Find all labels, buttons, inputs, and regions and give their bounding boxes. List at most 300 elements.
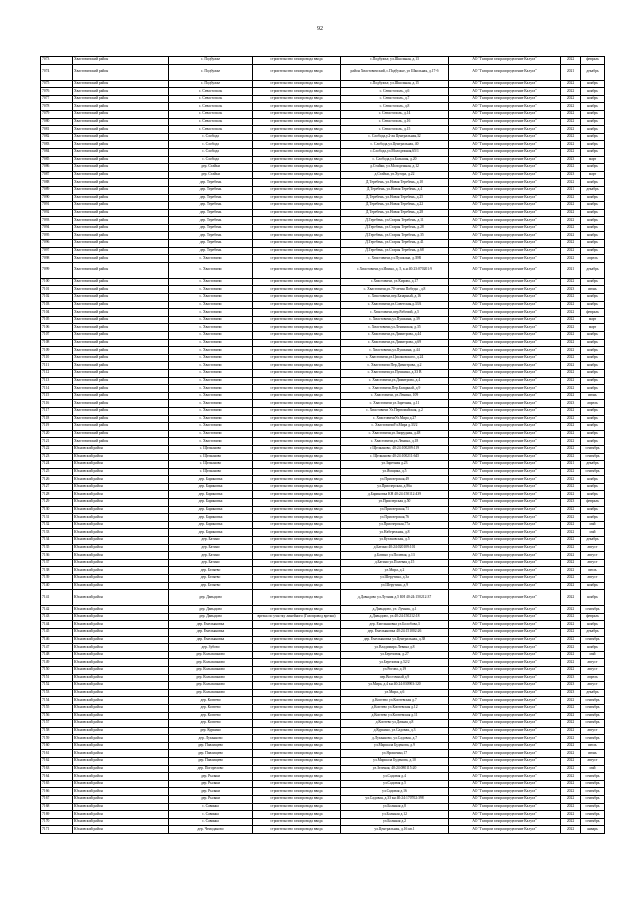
work-type-cell: строительство газопровода ввода: [253, 521, 341, 529]
year-cell: 2022: [561, 301, 581, 309]
month-cell: август: [581, 727, 605, 735]
locality-cell: дер. Павлищево: [169, 758, 253, 766]
year-cell: 2022: [561, 514, 581, 522]
row-number: 7112: [41, 369, 73, 377]
district-cell: Юхновский район: [73, 818, 169, 826]
district-cell: Хвастовичский район: [73, 88, 169, 96]
locality-cell: с. Хвастовичи: [169, 430, 253, 438]
row-number: 7153: [41, 689, 73, 697]
table-row: [41, 171, 605, 179]
district-cell: Хвастовичский район: [73, 95, 169, 103]
table-row: [41, 286, 605, 294]
organization-cell: АО "Газпром газораспределение Калуга": [449, 64, 561, 80]
locality-cell: с. Севастополь: [169, 88, 253, 96]
locality-cell: дер. Бариновка: [169, 514, 253, 522]
district-cell: Юхновский район: [73, 453, 169, 461]
locality-cell: дер. Теребень: [169, 232, 253, 240]
year-cell: 2022: [561, 552, 581, 560]
organization-cell: АО "Газпром газораспределение Калуга": [449, 483, 561, 491]
table-row: [41, 217, 605, 225]
locality-cell: дер. Бариновка: [169, 476, 253, 484]
year-cell: 2022: [561, 209, 581, 217]
year-cell: 2021: [561, 461, 581, 469]
table-row: [41, 720, 605, 728]
organization-cell: АО "Газпром газораспределение Калуга": [449, 491, 561, 499]
address-cell: с Щелканово, 40:24:100209:119: [341, 445, 449, 453]
month-cell: ноябрь: [581, 294, 605, 302]
table-row: [41, 644, 605, 652]
month-cell: сентябрь: [581, 636, 605, 644]
address-cell: район Хвастовичский, с.Подбужье, ул Школьная, д.17-б: [341, 64, 449, 80]
row-number: 7152: [41, 682, 73, 690]
work-type-cell: строительство газопровода ввода: [253, 247, 341, 255]
locality-cell: дер. Лукьяново: [169, 735, 253, 743]
organization-cell: АО "Газпром газораспределение Калуга": [449, 126, 561, 134]
month-cell: декабрь: [581, 628, 605, 636]
work-type-cell: строительство газопровода ввода: [253, 369, 341, 377]
month-cell: ноябрь: [581, 369, 605, 377]
locality-cell: с. Хвастовичи: [169, 301, 253, 309]
row-number: 7162: [41, 758, 73, 766]
address-cell: дер. Емельяновка ул.Болобова,3: [341, 621, 449, 629]
address-cell: с. ХвастовичиУл.Мира д.27: [341, 415, 449, 423]
work-type-cell: строительство газопровода ввода: [253, 514, 341, 522]
row-number: 7077: [41, 95, 73, 103]
district-cell: Хвастовичский район: [73, 354, 169, 362]
month-cell: сентябрь: [581, 445, 605, 453]
month-cell: ноябрь: [581, 217, 605, 225]
work-type-cell: строительство газопровода ввода: [253, 171, 341, 179]
year-cell: 2022: [561, 385, 581, 393]
locality-cell: с. Севастополь: [169, 118, 253, 126]
row-number: 7145: [41, 628, 73, 636]
work-type-cell: строительство газопровода ввода: [253, 141, 341, 149]
year-cell: 2022: [561, 278, 581, 286]
organization-cell: АО "Газпром газораспределение Калуга": [449, 537, 561, 545]
table-row: [41, 301, 605, 309]
work-type-cell: строительство газопровода ввода: [253, 559, 341, 567]
address-cell: Д.Теребень, ул.Старая Теребень, д.28: [341, 224, 449, 232]
address-cell: с. Севастополь, д.15: [341, 126, 449, 134]
row-number: 7166: [41, 788, 73, 796]
organization-cell: АО "Газпром газораспределение Калуга": [449, 742, 561, 750]
row-number: 7136: [41, 552, 73, 560]
work-type-cell: строительство газопровода ввода: [253, 224, 341, 232]
work-type-cell: строительство газопровода ввода: [253, 606, 341, 614]
row-number: 7110: [41, 354, 73, 362]
month-cell: ноябрь: [581, 506, 605, 514]
district-cell: Юхновский район: [73, 468, 169, 476]
year-cell: 2022: [561, 126, 581, 134]
table-row: [41, 651, 605, 659]
locality-cell: дер. Стайки: [169, 164, 253, 172]
work-type-cell: строительство газопровода ввода: [253, 818, 341, 826]
row-number: 7092: [41, 209, 73, 217]
row-number: 7093: [41, 217, 73, 225]
organization-cell: АО "Газпром газораспределение Калуга": [449, 826, 561, 834]
locality-cell: дер. Бариновка: [169, 506, 253, 514]
table-row: [41, 110, 605, 118]
month-cell: февраль: [581, 613, 605, 621]
address-cell: с. Хвастовичи,ул.Советская,д.33А: [341, 301, 449, 309]
row-number: 7147: [41, 644, 73, 652]
table-row: [41, 103, 605, 111]
year-cell: 2022: [561, 316, 581, 324]
table-row: [41, 506, 605, 514]
work-type-cell: строительство газопровода ввода: [253, 194, 341, 202]
locality-cell: дер. Теребень: [169, 194, 253, 202]
district-cell: Хвастовичский район: [73, 362, 169, 370]
locality-cell: дер. Зубово: [169, 644, 253, 652]
organization-cell: АО "Газпром газораспределение Калуга": [449, 582, 561, 590]
year-cell: 2022: [561, 430, 581, 438]
locality-cell: с. Хвастовичи: [169, 392, 253, 400]
table-row: [41, 803, 605, 811]
work-type-cell: строительство газопровода ввода: [253, 118, 341, 126]
month-cell: май: [581, 521, 605, 529]
row-number: 7082: [41, 133, 73, 141]
year-cell: 2022: [561, 590, 581, 606]
table-row: [41, 666, 605, 674]
locality-cell: дер. Батино: [169, 544, 253, 552]
work-type-cell: строительство газопровода ввода: [253, 202, 341, 210]
district-cell: Хвастовичский район: [73, 423, 169, 431]
month-cell: ноябрь: [581, 415, 605, 423]
row-number: 7099: [41, 262, 73, 278]
district-cell: Хвастовичский район: [73, 407, 169, 415]
address-cell: Д.Теребень, ул.Новая Теребень, д.10: [341, 179, 449, 187]
month-cell: сентябрь: [581, 606, 605, 614]
locality-cell: с. Хвастовичи: [169, 385, 253, 393]
work-type-cell: строительство газопровода ввода: [253, 453, 341, 461]
locality-cell: с. Хвастовичи: [169, 262, 253, 278]
organization-cell: АО "Газпром газораспределение Калуга": [449, 750, 561, 758]
table-row: [41, 567, 605, 575]
year-cell: 2022: [561, 57, 581, 65]
table-row: [41, 202, 605, 210]
row-number: 7141: [41, 590, 73, 606]
address-cell: д.Коптево ул.Дачная д.8: [341, 720, 449, 728]
row-number: 7098: [41, 255, 73, 263]
district-cell: Хвастовичский район: [73, 247, 169, 255]
table-row: [41, 95, 605, 103]
organization-cell: АО "Газпром газораспределение Калуга": [449, 301, 561, 309]
address-cell: д.Куркино, ул.Садовая, д.3: [341, 727, 449, 735]
month-cell: ноябрь: [581, 339, 605, 347]
year-cell: 2022: [561, 750, 581, 758]
address-cell: д.Бариновка КН 40:24:150112:439: [341, 491, 449, 499]
month-cell: май: [581, 651, 605, 659]
work-type-cell: строительство газопровода ввода: [253, 689, 341, 697]
district-cell: Хвастовичский район: [73, 186, 169, 194]
locality-cell: с. Хвастовичи: [169, 347, 253, 355]
month-cell: сентябрь: [581, 818, 605, 826]
address-cell: дер. Емельяновка ул.Центральная, д.38: [341, 636, 449, 644]
district-cell: Хвастовичский район: [73, 171, 169, 179]
locality-cell: дер. Батино: [169, 552, 253, 560]
table-row: [41, 415, 605, 423]
year-cell: 2022: [561, 369, 581, 377]
locality-cell: дер. Теребень: [169, 186, 253, 194]
work-type-cell: строительство газопровода ввода: [253, 590, 341, 606]
table-row: [41, 621, 605, 629]
work-type-cell: строительство газопровода ввода: [253, 95, 341, 103]
district-cell: Хвастовичский район: [73, 232, 169, 240]
address-cell: с. Слобода,ул.Центральная, 40: [341, 141, 449, 149]
work-type-cell: строительство газопровода ввода: [253, 332, 341, 340]
locality-cell: с. Хвастовичи: [169, 316, 253, 324]
table-row: [41, 491, 605, 499]
month-cell: июнь: [581, 286, 605, 294]
table-row: [41, 544, 605, 552]
year-cell: 2022: [561, 506, 581, 514]
table-row: [41, 674, 605, 682]
row-number: 7104: [41, 309, 73, 317]
month-cell: ноябрь: [581, 194, 605, 202]
month-cell: сентябрь: [581, 453, 605, 461]
work-type-cell: строительство газопровода ввода: [253, 392, 341, 400]
locality-cell: дер. Емельяновка: [169, 628, 253, 636]
address-cell: д.Коптево ул.Коптевская д.12: [341, 704, 449, 712]
month-cell: август: [581, 575, 605, 583]
organization-cell: АО "Газпром газораспределение Калуга": [449, 720, 561, 728]
month-cell: ноябрь: [581, 133, 605, 141]
address-cell: с. Слобода,у.2-ая Центральная,32: [341, 133, 449, 141]
month-cell: ноябрь: [581, 103, 605, 111]
address-cell: ул.Владимира Левина д.8: [341, 644, 449, 652]
address-cell: д.Батино ул.Полевая д.15: [341, 559, 449, 567]
month-cell: сентябрь: [581, 796, 605, 804]
district-cell: Хвастовичский район: [73, 209, 169, 217]
organization-cell: АО "Газпром газораспределение Калуга": [449, 818, 561, 826]
address-cell: ул.Шерутина, д.3а: [341, 575, 449, 583]
table-body: [41, 57, 605, 834]
work-type-cell: строительство газопровода ввода: [253, 110, 341, 118]
address-cell: с. Хвастовичи,ул.Ленинская, д.35: [341, 324, 449, 332]
district-cell: Юхновский район: [73, 697, 169, 705]
locality-cell: дер. Куркино: [169, 727, 253, 735]
year-cell: 2021: [561, 186, 581, 194]
address-cell: ул.Заречная д.23: [341, 461, 449, 469]
district-cell: Юхновский район: [73, 750, 169, 758]
work-type-cell: строительство газопровода ввода: [253, 278, 341, 286]
address-cell: д.Батино 40:24:020109:101: [341, 544, 449, 552]
locality-cell: с. Хвастовичи: [169, 415, 253, 423]
year-cell: 2022: [561, 438, 581, 446]
month-cell: август: [581, 659, 605, 667]
organization-cell: АО "Газпром газораспределение Калуга": [449, 780, 561, 788]
locality-cell: дер. Павлищево: [169, 750, 253, 758]
organization-cell: АО "Газпром газораспределение Калуга": [449, 186, 561, 194]
row-number: 7168: [41, 803, 73, 811]
address-cell: ул.Болнная д.12: [341, 811, 449, 819]
year-cell: 2022: [561, 332, 581, 340]
address-cell: ул.Приозерская,71: [341, 506, 449, 514]
month-cell: сентябрь: [581, 780, 605, 788]
locality-cell: с. Щелканово: [169, 445, 253, 453]
year-cell: 2023: [561, 682, 581, 690]
year-cell: 2022: [561, 347, 581, 355]
district-cell: Юхновский район: [73, 720, 169, 728]
month-cell: ноябрь: [581, 354, 605, 362]
address-cell: д.Стайки, ул.Хутора, д.22: [341, 171, 449, 179]
locality-cell: дер. Чемоданово: [169, 826, 253, 834]
organization-cell: АО "Газпром газораспределение Калуга": [449, 445, 561, 453]
work-type-cell: строительство газопровода ввода: [253, 720, 341, 728]
year-cell: 2022: [561, 476, 581, 484]
address-cell: д.Давыдово, ул. Лучник, д.1: [341, 606, 449, 614]
locality-cell: дер. Теребень: [169, 202, 253, 210]
organization-cell: АО "Газпром газораспределение Калуга": [449, 354, 561, 362]
district-cell: Юхновский район: [73, 659, 169, 667]
table-row: [41, 148, 605, 156]
records-table: [40, 56, 605, 834]
district-cell: Юхновский район: [73, 621, 169, 629]
work-type-cell: строительство газопровода ввода: [253, 362, 341, 370]
month-cell: ноябрь: [581, 247, 605, 255]
row-number: 7106: [41, 324, 73, 332]
organization-cell: АО "Газпром газораспределение Калуга": [449, 385, 561, 393]
organization-cell: АО "Газпром газораспределение Калуга": [449, 613, 561, 621]
organization-cell: АО "Газпром газораспределение Калуга": [449, 141, 561, 149]
address-cell: дер. Емельяновка 40:24:151002:26: [341, 628, 449, 636]
table-row: [41, 582, 605, 590]
month-cell: декабрь: [581, 537, 605, 545]
locality-cell: дер. Рыляки: [169, 788, 253, 796]
district-cell: Юхновский район: [73, 796, 169, 804]
address-cell: ул.Маршала Буденова, д.9: [341, 742, 449, 750]
district-cell: Хвастовичский район: [73, 316, 169, 324]
year-cell: 2022: [561, 636, 581, 644]
table-row: [41, 476, 605, 484]
year-cell: 2022: [561, 491, 581, 499]
address-cell: д.Стайки, ул.Молодежная, д.12: [341, 164, 449, 172]
table-row: [41, 186, 605, 194]
year-cell: 2022: [561, 559, 581, 567]
year-cell: 2022: [561, 354, 581, 362]
row-number: 7130: [41, 506, 73, 514]
row-number: 7158: [41, 727, 73, 735]
table-row: [41, 385, 605, 393]
locality-cell: дер. Рыляки: [169, 796, 253, 804]
address-cell: с. Хвастовичи,ул.Пушкина, д.39: [341, 316, 449, 324]
year-cell: 2022: [561, 644, 581, 652]
work-type-cell: строительство газопровода ввода: [253, 644, 341, 652]
year-cell: 2023: [561, 689, 581, 697]
month-cell: август: [581, 559, 605, 567]
organization-cell: АО "Газпром газораспределение Калуга": [449, 400, 561, 408]
month-cell: ноябрь: [581, 377, 605, 385]
locality-cell: дер. Погорелово: [169, 765, 253, 773]
row-number: 7151: [41, 674, 73, 682]
organization-cell: АО "Газпром газораспределение Калуга": [449, 423, 561, 431]
row-number: 7139: [41, 575, 73, 583]
address-cell: пер.Восточный д.9: [341, 674, 449, 682]
row-number: 7132: [41, 521, 73, 529]
row-number: 7102: [41, 294, 73, 302]
district-cell: Юхновский район: [73, 704, 169, 712]
address-cell: с.Хвастовичи,ул.Ипина, д. 5, к.н 40:23:070201:9: [341, 262, 449, 278]
year-cell: 2022: [561, 780, 581, 788]
locality-cell: дер. Теребень: [169, 224, 253, 232]
work-type-cell: строительство газопровода ввода: [253, 179, 341, 187]
address-cell: с. Севастополь, д.16: [341, 118, 449, 126]
month-cell: декабрь: [581, 461, 605, 469]
month-cell: ноябрь: [581, 476, 605, 484]
address-cell: ул.Садовая д.4: [341, 773, 449, 781]
organization-cell: АО "Газпром газораспределение Калуга": [449, 468, 561, 476]
organization-cell: АО "Газпром газораспределение Калуга": [449, 644, 561, 652]
address-cell: Д.Теребень, ул.Новая Теребень, д.22: [341, 202, 449, 210]
work-type-cell: строительство газопровода ввода: [253, 255, 341, 263]
table-row: [41, 826, 605, 834]
locality-cell: дер. Коптево: [169, 720, 253, 728]
work-type-cell: строительство газопровода ввода: [253, 567, 341, 575]
district-cell: Хвастовичский район: [73, 202, 169, 210]
organization-cell: АО "Газпром газораспределение Калуга": [449, 324, 561, 332]
work-type-cell: строительство газопровода ввода: [253, 780, 341, 788]
locality-cell: с. Подбужье: [169, 80, 253, 88]
locality-cell: с. Севастополь: [169, 126, 253, 134]
work-type-cell: строительство газопровода ввода: [253, 537, 341, 545]
table-row: [41, 636, 605, 644]
work-type-cell: строительство газопровода ввода: [253, 666, 341, 674]
district-cell: Хвастовичский район: [73, 148, 169, 156]
work-type-cell: строительство газопровода ввода: [253, 765, 341, 773]
locality-cell: дер. Теребень: [169, 209, 253, 217]
year-cell: 2022: [561, 217, 581, 225]
address-cell: ул.Набережная, д.8: [341, 529, 449, 537]
organization-cell: АО "Газпром газораспределение Калуга": [449, 278, 561, 286]
month-cell: ноябрь: [581, 582, 605, 590]
year-cell: 2022: [561, 582, 581, 590]
address-cell: с. Севастополь, д.6: [341, 88, 449, 96]
locality-cell: дер. Колыхманово: [169, 659, 253, 667]
row-number: 7079: [41, 110, 73, 118]
month-cell: декабрь: [581, 186, 605, 194]
row-number: 7164: [41, 773, 73, 781]
month-cell: сентябрь: [581, 468, 605, 476]
organization-cell: АО "Газпром газораспределение Калуга": [449, 179, 561, 187]
locality-cell: с. Хвастовичи: [169, 255, 253, 263]
year-cell: 2022: [561, 164, 581, 172]
address-cell: ул.Центральная, д.16 кв.1: [341, 826, 449, 834]
work-type-cell: строительство газопровода ввода: [253, 240, 341, 248]
table-row: [41, 499, 605, 507]
work-type-cell: строительство газопровода ввода: [253, 133, 341, 141]
table-row: [41, 179, 605, 187]
work-type-cell: строительство газопровода ввода: [253, 148, 341, 156]
work-type-cell: строительство газопровода ввода: [253, 628, 341, 636]
row-number: 7117: [41, 407, 73, 415]
district-cell: Юхновский район: [73, 606, 169, 614]
row-number: 7073: [41, 57, 73, 65]
table-row: [41, 559, 605, 567]
month-cell: ноябрь: [581, 438, 605, 446]
month-cell: ноябрь: [581, 126, 605, 134]
work-type-cell: строительство газопровода ввода: [253, 476, 341, 484]
work-type-cell: строительство газопровода ввода: [253, 735, 341, 743]
organization-cell: АО "Газпром газораспределение Калуга": [449, 621, 561, 629]
district-cell: Хвастовичский район: [73, 262, 169, 278]
address-cell: с. Хвастовичи,ул.70-летия Победы , д.8: [341, 286, 449, 294]
row-number: 7083: [41, 141, 73, 149]
row-number: 7135: [41, 544, 73, 552]
locality-cell: с. Хвастовичи: [169, 407, 253, 415]
work-type-cell: строительство газопровода ввода: [253, 506, 341, 514]
year-cell: 2022: [561, 309, 581, 317]
locality-cell: дер. Коптево: [169, 697, 253, 705]
